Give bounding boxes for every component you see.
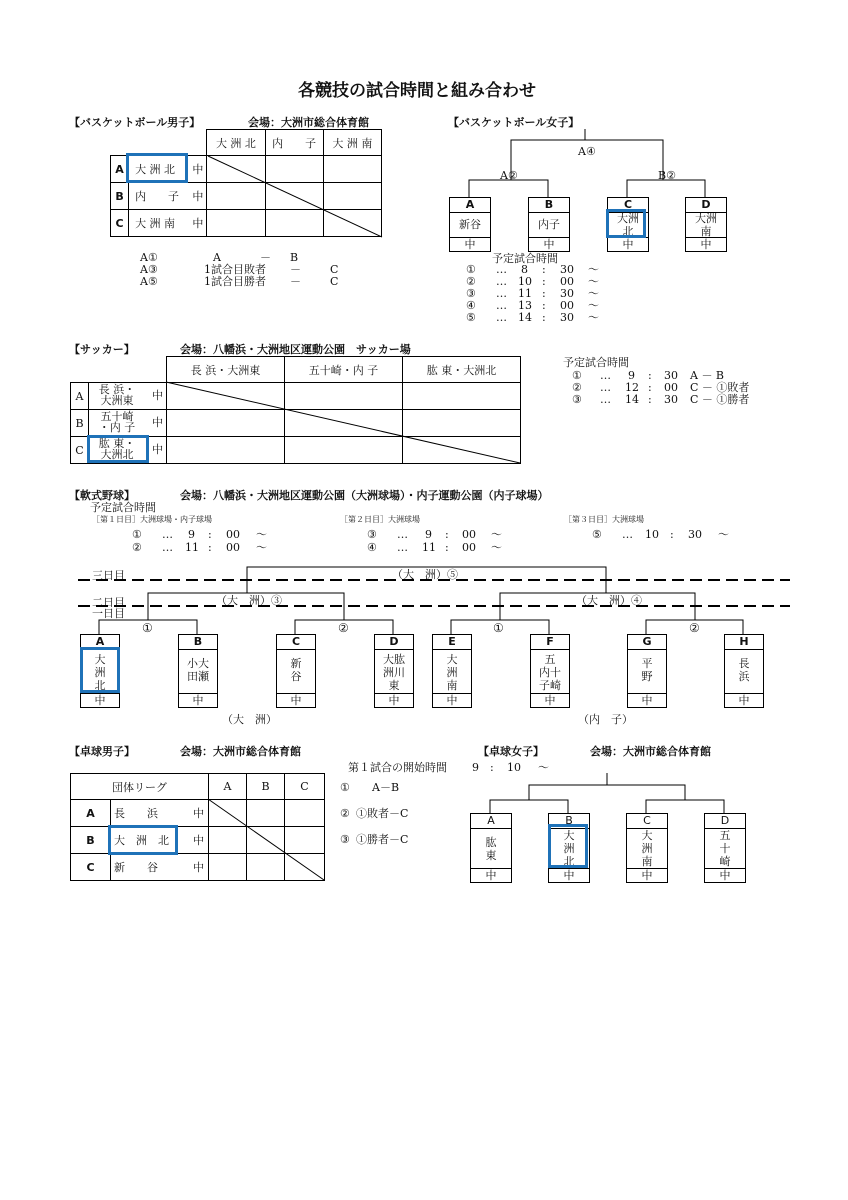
sched-tilde: ～: [256, 528, 267, 541]
match-dash: －: [260, 251, 271, 264]
team-letter: E: [433, 635, 471, 650]
sched-colon: :: [542, 311, 546, 324]
sched-colon: :: [445, 541, 449, 554]
team-suffix: 中: [192, 190, 204, 203]
sched-tilde: ～: [256, 541, 267, 554]
sched-colon: :: [208, 541, 212, 554]
match-no: ③: [340, 833, 350, 846]
bracket-line: [529, 785, 685, 800]
venue-left: （大 洲）: [222, 713, 277, 726]
sched-tilde: ～: [718, 528, 729, 541]
tabletennis-boys-header: 【卓球男子】: [69, 745, 135, 758]
row-letter: C: [71, 437, 89, 464]
team-suffix: 中: [531, 693, 569, 707]
sched-desc: A － B: [690, 369, 725, 382]
team-letter: C: [277, 635, 315, 650]
sched-no: ②: [132, 541, 142, 554]
team-suffix: 中: [433, 693, 471, 707]
start-h: 9: [472, 761, 479, 774]
team-letter: D: [705, 814, 745, 829]
team-letter: F: [531, 635, 569, 650]
start-colon: :: [490, 761, 494, 774]
team-letter: C: [608, 198, 648, 213]
team-name: 長 浜: [114, 807, 158, 820]
team-suffix: 中: [193, 861, 204, 874]
match-desc: A－B: [372, 781, 400, 794]
r1-label: ②: [338, 621, 349, 635]
col-header: 長 浜・大洲東: [167, 357, 285, 383]
col-header: 肱 東・大洲北: [403, 357, 521, 383]
sched-no: ④: [466, 299, 476, 312]
team-name: 大洲 南: [695, 212, 717, 238]
match-dash: －: [290, 275, 301, 288]
team-name: 大肱 洲川 東: [383, 653, 405, 692]
start-label: 第１試合の開始時間: [348, 761, 447, 774]
sched-colon: :: [648, 369, 652, 382]
sched-tilde: ～: [588, 287, 599, 300]
sched-m: 30: [560, 311, 574, 324]
team-suffix: 中: [705, 868, 745, 882]
team-name: 大 洲 北: [114, 834, 169, 847]
team-name: 大 洲 南: [135, 217, 176, 230]
r1-label: ①: [493, 621, 504, 635]
team-letter: B: [529, 198, 569, 213]
schedule-title: 予定試合時間: [492, 252, 558, 265]
team-name: 大 洲 北: [563, 829, 575, 868]
match-left: 1試合目敗者: [204, 263, 266, 276]
soccer-header: 【サッカー】: [69, 343, 135, 356]
sched-h: 9: [628, 369, 635, 382]
schedule-title: 予定試合時間: [563, 356, 629, 369]
sched-colon: :: [208, 528, 212, 541]
sched-colon: :: [445, 528, 449, 541]
row-letter: A: [111, 156, 129, 183]
row-letter: C: [71, 854, 111, 881]
match-no: ②: [340, 807, 350, 820]
team-suffix: 中: [179, 693, 217, 707]
sched-desc: C － ①勝者: [690, 393, 750, 406]
sched-h: 9: [188, 528, 195, 541]
sched-colon: :: [542, 287, 546, 300]
col-header: 内 子: [265, 130, 323, 156]
sched-dots: …: [496, 311, 507, 324]
semi-right-label: （大 洲）④: [576, 594, 642, 607]
basketball-girls-header: 【バスケットボール女子】: [448, 116, 580, 129]
team-name: 大 洲 北: [135, 163, 176, 176]
tabletennis-boys-venue: 会場：大洲市総合体育館: [180, 745, 301, 758]
row-letter: C: [111, 210, 129, 237]
bracket-line: [646, 800, 724, 813]
team-suffix: 中: [549, 868, 589, 882]
sched-no: ③: [466, 287, 476, 300]
team-name: 長 浜: [738, 657, 750, 683]
sched-h: 14: [518, 311, 532, 324]
start-tilde: ～: [538, 761, 549, 774]
team-letter: A: [471, 814, 511, 829]
sched-m: 00: [664, 381, 678, 394]
team-suffix: 中: [192, 217, 204, 230]
level-day2: 二日目: [92, 596, 125, 609]
basketball-boys-venue: 会場：大洲市総合体育館: [248, 116, 369, 129]
team-letter: D: [686, 198, 726, 213]
col-header: A: [209, 774, 247, 800]
sched-colon: :: [648, 381, 652, 394]
sched-dots: …: [600, 369, 611, 382]
team-letter: H: [725, 635, 763, 650]
team-letter: C: [627, 814, 667, 829]
basketball-boys-header: 【バスケットボール男子】: [69, 116, 201, 129]
team-suffix: 中: [628, 693, 666, 707]
sched-dots: …: [496, 263, 507, 276]
sched-h: 9: [425, 528, 432, 541]
match-right: C: [330, 275, 339, 288]
team-letter: G: [628, 635, 666, 650]
sched-no: ②: [572, 381, 582, 394]
match-right: B: [290, 251, 299, 264]
col-header: 大 洲 南: [323, 130, 381, 156]
match-no: A①: [140, 251, 158, 264]
sched-m: 00: [560, 299, 574, 312]
sched-no: ⑤: [466, 311, 476, 324]
diagonal-line: [208, 799, 324, 880]
bracket-final-label: A④: [578, 145, 596, 158]
team-suffix: 中: [152, 443, 163, 456]
sched-m: 30: [688, 528, 702, 541]
team-suffix: 中: [277, 693, 315, 707]
row-letter: A: [71, 800, 111, 827]
match-no: A⑤: [140, 275, 158, 288]
team-suffix: 中: [193, 807, 204, 820]
team-suffix: 中: [450, 237, 490, 251]
team-suffix: 中: [627, 868, 667, 882]
team-name: 五 十 崎: [719, 829, 731, 868]
day3-label: ［第３日目］大洲球場: [564, 515, 644, 524]
baseball-venue: 会場：八幡浜・大洲地区運動公園（大洲球場）・内子運動公園（内子球場）: [180, 489, 549, 502]
baseball-header: 【軟式野球】: [69, 489, 135, 502]
team-name: 内 子: [135, 190, 180, 203]
sched-no: ②: [466, 275, 476, 288]
sched-tilde: ～: [588, 299, 599, 312]
sched-tilde: ～: [491, 528, 502, 541]
semi-left-label: （大 洲）③: [216, 594, 282, 607]
sched-m: 30: [560, 287, 574, 300]
page-title: 各競技の試合時間と組み合わせ: [298, 81, 536, 101]
sched-no: ⑤: [592, 528, 602, 541]
sched-m: 00: [226, 541, 240, 554]
sched-dots: …: [397, 528, 408, 541]
sched-m: 00: [560, 275, 574, 288]
team-suffix: 中: [152, 416, 163, 429]
soccer-venue: 会場：八幡浜・大洲地区運動公園 サッカー場: [180, 343, 411, 356]
day2-label: ［第２日目］大洲球場: [340, 515, 420, 524]
sched-m: 00: [226, 528, 240, 541]
match-desc: ①勝者－C: [356, 833, 409, 846]
team-letter: B: [549, 814, 589, 829]
sched-dots: …: [600, 393, 611, 406]
match-dash: －: [290, 263, 301, 276]
bracket-line: [99, 620, 197, 634]
sched-colon: :: [542, 299, 546, 312]
col-header: 大 洲 北: [207, 130, 265, 156]
team-name: 肱 東: [485, 836, 497, 862]
bracket-line: [295, 620, 393, 634]
bracket-line: [646, 620, 743, 634]
team-name: 新 谷: [114, 861, 158, 874]
row-letter: A: [71, 383, 89, 410]
level-day1: 一日目: [92, 607, 125, 620]
team-suffix: 中: [193, 834, 204, 847]
team-name: 長 浜・ 大洲東: [98, 383, 136, 407]
team-suffix: 中: [375, 693, 413, 707]
match-right: C: [330, 263, 339, 276]
match-desc: ①敗者－C: [356, 807, 409, 820]
team-suffix: 中: [608, 237, 648, 251]
sched-m: 30: [664, 369, 678, 382]
venue-right: （内 子）: [578, 713, 633, 726]
sched-dots: …: [162, 541, 173, 554]
sched-h: 11: [518, 287, 532, 300]
bracket-line: [451, 620, 549, 634]
sched-dots: …: [162, 528, 173, 541]
row-letter: B: [111, 183, 129, 210]
r1-label: ②: [689, 621, 700, 635]
sched-h: 10: [518, 275, 532, 288]
sched-h: 14: [625, 393, 639, 406]
sched-h: 12: [625, 381, 639, 394]
team-suffix: 中: [686, 237, 726, 251]
team-name: 大洲 北: [617, 212, 639, 238]
col-header: B: [247, 774, 285, 800]
team-name: 新 谷: [290, 657, 302, 683]
sched-tilde: ～: [588, 311, 599, 324]
sched-dots: …: [496, 287, 507, 300]
diagonal-line: [166, 382, 520, 463]
team-name: 五 内十 子崎: [539, 653, 561, 692]
sched-m: 00: [462, 528, 476, 541]
team-name: 平 野: [641, 657, 653, 683]
schedule-title: 予定試合時間: [90, 501, 156, 514]
team-suffix: 中: [192, 163, 204, 176]
team-name: 五十崎 ・内 子: [98, 410, 136, 434]
sched-desc: C － ①敗者: [690, 381, 750, 394]
sched-m: 30: [560, 263, 574, 276]
sched-no: ④: [367, 541, 377, 554]
sched-dots: …: [496, 275, 507, 288]
sched-no: ③: [572, 393, 582, 406]
sched-h: 10: [645, 528, 659, 541]
sched-m: 00: [462, 541, 476, 554]
sched-h: 13: [518, 299, 532, 312]
team-name: 大 洲 北: [94, 653, 106, 692]
sched-dots: …: [397, 541, 408, 554]
sched-h: 8: [521, 263, 528, 276]
team-letter: A: [81, 635, 119, 650]
row-letter: B: [71, 410, 89, 437]
sched-m: 30: [664, 393, 678, 406]
r1-label: ①: [142, 621, 153, 635]
team-suffix: 中: [471, 868, 511, 882]
diagonal-line: [208, 156, 382, 237]
sched-tilde: ～: [491, 541, 502, 554]
bracket-line: [627, 180, 705, 197]
team-suffix: 中: [152, 389, 163, 402]
sched-colon: :: [542, 275, 546, 288]
bracket-line: [469, 180, 548, 197]
col-header: 五十崎・内 子: [285, 357, 403, 383]
match-no: ①: [340, 781, 350, 794]
team-name: 肱 東・ 大洲北: [98, 437, 136, 461]
team-suffix: 中: [725, 693, 763, 707]
sched-tilde: ～: [588, 263, 599, 276]
tabletennis-girls-header: 【卓球女子】: [478, 745, 544, 758]
match-no: A③: [140, 263, 158, 276]
sched-colon: :: [542, 263, 546, 276]
col-header: C: [285, 774, 325, 800]
sched-h: 11: [185, 541, 199, 554]
sched-colon: :: [648, 393, 652, 406]
team-letter: A: [450, 198, 490, 213]
team-letter: D: [375, 635, 413, 650]
sched-no: ①: [132, 528, 142, 541]
team-suffix: 中: [529, 237, 569, 251]
team-suffix: 中: [81, 693, 119, 707]
team-name: 内子: [538, 218, 560, 231]
sched-dots: …: [622, 528, 633, 541]
sched-no: ③: [367, 528, 377, 541]
tabletennis-girls-venue: 会場：大洲市総合体育館: [590, 745, 711, 758]
team-name: 大 洲 南: [641, 829, 653, 868]
bracket-line: [511, 140, 663, 163]
bracket-line: [490, 800, 568, 813]
sched-h: 11: [422, 541, 436, 554]
level-day3: 三日目: [92, 569, 125, 582]
final-label: （大 洲）⑤: [392, 568, 458, 581]
sched-colon: :: [670, 528, 674, 541]
match-left: A: [213, 251, 221, 264]
start-m: 10: [507, 761, 521, 774]
sched-tilde: ～: [588, 275, 599, 288]
team-name: 小大 田瀬: [187, 657, 209, 683]
team-name: 大 洲 南: [446, 653, 458, 692]
league-label: 団体リーグ: [71, 774, 209, 800]
row-letter: B: [71, 827, 111, 854]
day1-label: ［第１日目］大洲球場・内子球場: [92, 515, 212, 524]
team-name: 新谷: [459, 218, 481, 231]
sched-no: ①: [466, 263, 476, 276]
bracket-semi-left-label: A②: [500, 169, 518, 182]
sched-no: ①: [572, 369, 582, 382]
team-letter: B: [179, 635, 217, 650]
sched-dots: …: [600, 381, 611, 394]
sched-dots: …: [496, 299, 507, 312]
match-left: 1試合目勝者: [204, 275, 266, 288]
bracket-semi-right-label: B②: [658, 169, 676, 182]
